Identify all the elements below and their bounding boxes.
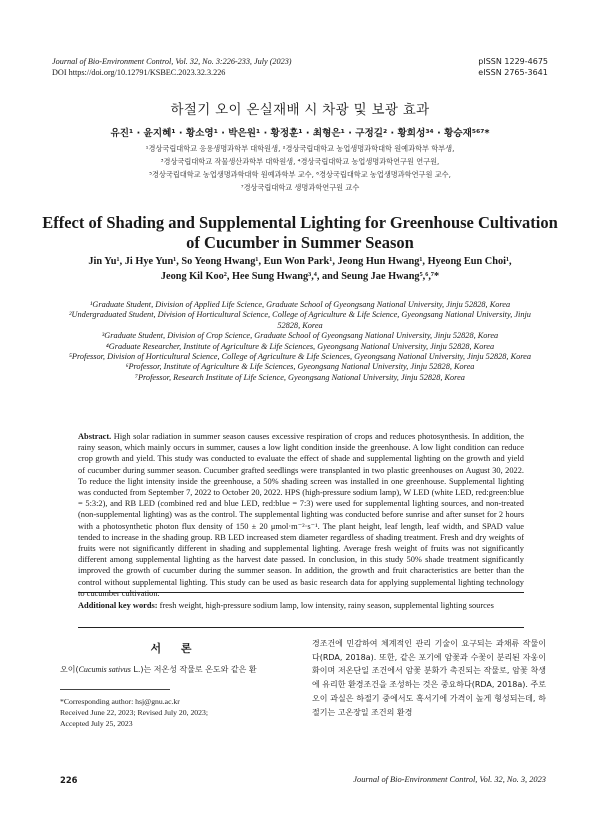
abstract-label: Abstract. — [78, 432, 112, 441]
english-title-line: of Cucumber in Summer Season — [186, 233, 414, 252]
english-authors — [0, 254, 600, 284]
species-name: Cucumis sativus — [78, 665, 131, 674]
journal-header — [52, 56, 548, 78]
journal-line: Journal of Bio-Environment Control, Vol. 32, No. 3:226-233, July (2023) — [52, 57, 292, 66]
abstract — [78, 431, 524, 599]
korean-authors: 유진¹ · 윤지혜¹ · 황소영¹ · 박은원¹ · 황정훈¹ · 최형은¹ · 구정길² · 황희성³⁴ · 황승재⁵⁶⁷* — [110, 128, 490, 139]
intro-prefix: 오이( — [60, 665, 79, 674]
eissn: eISSN 2765-3641 — [478, 68, 548, 77]
pissn: pISSN 1229-4675 — [478, 57, 548, 66]
journal-citation — [52, 56, 292, 78]
english-affiliation: ⁵Professor, Division of Horticultural Science, College of Agriculture & Life Sciences, Gyeongsang National University, Jinju 52828, Korea — [69, 352, 531, 362]
section-heading-introduction: 서 론 — [150, 642, 200, 655]
english-authors-line: Jeong Kil Koo², Hee Sung Hwang³,⁴, and Seung Jae Hwang⁵,⁶,⁷* — [160, 271, 440, 282]
english-affiliation: ¹Graduate Student, Division of Applied Life Science, Graduate School of Gyeongsang National University, Jinju 52828, Korea — [89, 300, 511, 309]
korean-affiliation: ¹경상국립대학교 응용생명과학부 대학원생, ²경상국립대학교 농업생명과학대학 원예과학부 학부생, — [145, 144, 455, 153]
doi-line[interactable]: DOI https://doi.org/10.12791/KSBEC.2023.32.3.226 — [52, 68, 226, 77]
korean-affiliations — [0, 142, 600, 194]
korean-title: 하절기 오이 온실재배 시 차광 및 보광 효과 — [170, 102, 430, 118]
english-affiliations — [60, 300, 540, 383]
korean-affiliation: ⁵경상국립대학교 농업생명과학대학 원예과학부 교수, ⁶경상국립대학교 농업생명과학연구원 교수, — [149, 170, 451, 179]
keywords-divider — [78, 627, 524, 628]
corresponding-author: *Corresponding author: hsj@gnu.ac.kr — [60, 697, 180, 706]
abstract-divider — [78, 592, 524, 593]
intro-suffix: L.)는 저온성 작물로 온도와 같은 환 — [130, 665, 257, 674]
keywords-text: fresh weight, high-pressure sodium lamp, low intensity, rainy season, supplemental lighting sources — [159, 601, 494, 610]
keywords-label: Additional key words: — [78, 601, 158, 610]
footnote-rule — [60, 689, 170, 690]
english-affiliation: ⁶Professor, Institute of Agriculture & Life Sciences, Gyeongsang National University, Jinju 52828, Korea — [125, 362, 475, 372]
english-affiliation: ²Undergraduated Student, Division of Horticultural Science, College of Agriculture & Life Science, Gyeongsang National University, Jinju 52828, Korea — [69, 310, 531, 330]
english-title-line: Effect of Shading and Supplemental Lighting for Greenhouse Cultivation — [42, 213, 558, 232]
english-title — [0, 213, 600, 253]
intro-right-column: 경조건에 민감하여 체계적인 관리 기술이 요구되는 과채류 작물이다(RDA, 2018a). 또한, 같은 포기에 암꽃과 수꽃이 분리된 자웅이화이며 저온단일 조건에서 암꽃 분화가 촉진되는 작물로, 암꽃 착생에 유리한 환경조건을 조성하는 것은 중요하다(RDA, 2018a). 주로 오이 과실은 하절기 중에서도 혹서기에 가격이 높게 형성되는데, 하절기는 고온장일 조건의 환경 — [312, 639, 546, 717]
english-authors-line: Jin Yu¹, Ji Hye Yun¹, So Yeong Hwang¹, Eun Won Park¹, Jeong Hun Hwang¹, Hyeong Eun Choi¹, — [88, 256, 512, 267]
received-dates: Received June 22, 2023; Revised July 20, 2023; — [60, 708, 208, 717]
intro-first-line — [60, 663, 290, 676]
english-affiliation: ³Graduate Student, Division of Crop Science, Graduate School of Gyeongsang National University, Jinju 52828, Korea — [101, 331, 499, 341]
keywords — [78, 600, 524, 611]
english-affiliation: ⁴Graduate Researcher, Institute of Agriculture & Life Sciences, Gyeongsang National University, Jinju 52828, Korea — [105, 341, 495, 351]
accepted-date: Accepted July 25, 2023 — [60, 719, 133, 728]
korean-affiliation: ³경상국립대학교 작물생산과학부 대학원생, ⁴경상국립대학교 농업생명과학연구원 연구원, — [160, 157, 440, 166]
korean-affiliation: ⁷경상국립대학교 생명과학연구원 교수 — [240, 183, 360, 192]
issn-block — [478, 56, 548, 78]
footnote — [60, 696, 290, 729]
page-number: 226 — [60, 775, 78, 785]
footer-journal: Journal of Bio-Environment Control, Vol. 32, No. 3, 2023 — [353, 775, 546, 784]
english-affiliation: ⁷Professor, Research Institute of Life Science, Gyeongsang National University, Jinju 52828, Korea — [135, 372, 465, 382]
abstract-text: High solar radiation in summer season causes excessive respiration of crops and reduces photosynthesis. In addition, the rainy season, which mainly occurs in summer, causes a low light condition inside the greenhouse. A low light condition can reduce crop growth and yield. This study was conducted to evaluate the effect of shade and supplemental lighting on the growth and yield of cucumber during summer season. Cucumber grafted seedlings were transplanted in two plastic greenhouses on August 30, 2022. To reduce the light intensity inside the greenhouse, a 50% shading screen was installed in one greenhouse. Supplemental lighting was conducted from September 7, 2022 to October 20, 2022. HPS (high-pressure sodium lamp), W LED (white LED, red:green:blue = 5:3:2), and RB LED (combined red and blue LED, red:blue = 7:3) were used for supplemental lighting sources, and non-treated (non-supplemental lighting) was as the control. The supplemental lighting was conducted before sunrise and after sunset for 2 hours with a photosynthetic photon flux density of 150 ± 20 μmol·m⁻²·s⁻¹. The plant height, leaf length, leaf width, and SPAD value tended to increase in the shading group. RB LED increased stem diameter regardless of shading treatment. Fresh and dry weights of fruits were not significantly different in shading and supplemental lighting. Average fresh weight of fruits was not significantly different among supplemental lighting as the harvest date passed. In conclusion, in this study 50% shade treatment significantly improved the growth of cucumber during the summer season. In addition, the growth and fruit characteristics are better than the control without supplemental lighting. This study can be used as basic research data for applying supplemental lighting technology to cucumber cultivation. — [78, 432, 525, 598]
